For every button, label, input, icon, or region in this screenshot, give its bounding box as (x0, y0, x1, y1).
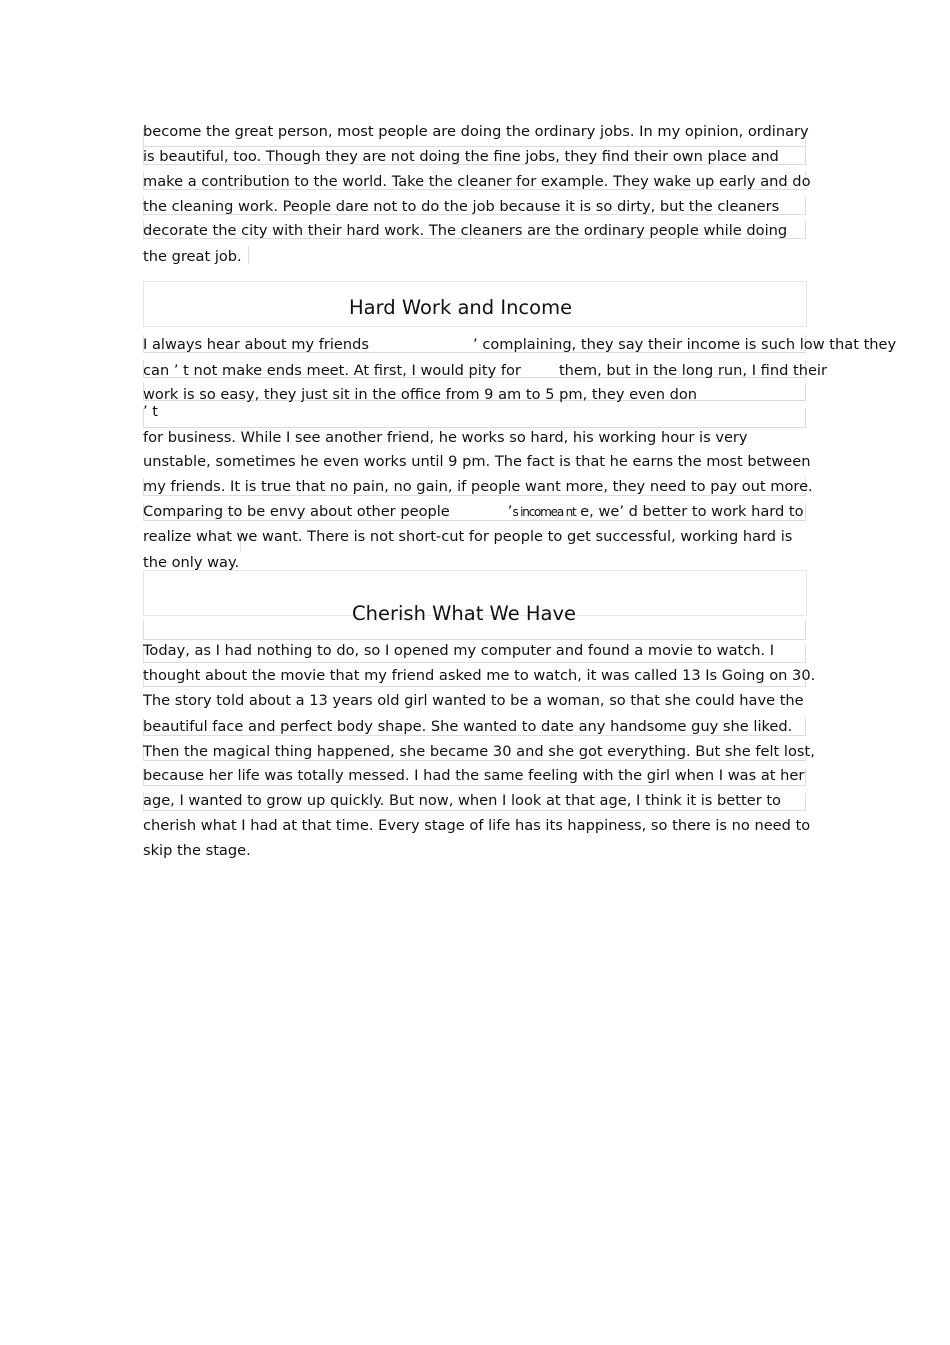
paragraph-line: become the great person, most people are doing the ordinary jobs. In my opinion, ordinary (143, 123, 809, 140)
text-segment: s incomea nt (512, 505, 576, 519)
paragraph-line: make a contribution to the world. Take the cleaner for example. They wake up early and do (143, 173, 811, 190)
paragraph-line: is beautiful, too. Though they are not doing the fine jobs, they find their own place and (143, 148, 779, 165)
paragraph-line: skip the stage. (143, 842, 251, 859)
paragraph-line: thought about the movie that my friend asked me to watch, it was called 13 Is Going on 30. (143, 667, 816, 684)
paragraph-line: the only way. (143, 554, 240, 571)
text-segment: ’ complaining, they say their income is such low that they (473, 336, 897, 353)
paragraph-line: work is so easy, they just sit in the office from 9 am to 5 pm, they even don (143, 386, 698, 403)
text-segment: e, we’ d better to work hard to (575, 503, 804, 520)
paragraph-line (143, 362, 827, 380)
text-frame (143, 408, 806, 428)
text-segment: them, but in the long run, I find their (558, 362, 827, 379)
section-title-hard-work: Hard Work and Income (349, 296, 573, 319)
paragraph-line: my friends. It is true that no pain, no gain, if people want more, they need to pay out more. (143, 478, 813, 495)
paragraph-line: unstable, sometimes he even works until 9 pm. The fact is that he earns the most between (143, 453, 811, 470)
paragraph-line: ’ t (143, 403, 158, 420)
text-segment: Comparing to be envy about other people (143, 503, 450, 520)
paragraph-line: Today, as I had nothing to do, so I opened my computer and found a movie to watch. I (143, 642, 775, 659)
paragraph-line (143, 503, 804, 521)
text-segment: can ’ t not make ends meet. At first, I would pity for (143, 362, 521, 379)
text-segment: I always hear about my friends (143, 336, 370, 353)
paragraph-line: decorate the city with their hard work. The cleaners are the ordinary people while doing (143, 222, 788, 239)
text-frame-edge (248, 246, 249, 264)
paragraph-line: the cleaning work. People dare not to do the job because it is so dirty, but the cleaners (143, 198, 780, 215)
paragraph-line: The story told about a 13 years old girl wanted to be a woman, so that she could have the (143, 692, 804, 709)
paragraph-line: for business. While I see another friend, he works so hard, his working hour is very (143, 429, 748, 446)
text-segment: ’ (507, 503, 513, 520)
paragraph-line (143, 336, 896, 354)
paragraph-line: Then the magical thing happened, she became 30 and she got everything. But she felt lost, (143, 743, 815, 760)
section-title-cherish: Cherish What We Have (352, 602, 577, 625)
paragraph-line: the great job. (143, 248, 242, 265)
paragraph-line: because her life was totally messed. I had the same feeling with the girl when I was at her (143, 767, 805, 784)
paragraph-line: cherish what I had at that time. Every stage of life has its happiness, so there is no need to (143, 817, 811, 834)
paragraph-line: realize what we want. There is not short-cut for people to get successful, working hard is (143, 528, 793, 545)
paragraph-line: age, I wanted to grow up quickly. But now, when I look at that age, I think it is better to (143, 792, 781, 809)
paragraph-line: beautiful face and perfect body shape. She wanted to date any handsome guy she liked. (143, 718, 793, 735)
